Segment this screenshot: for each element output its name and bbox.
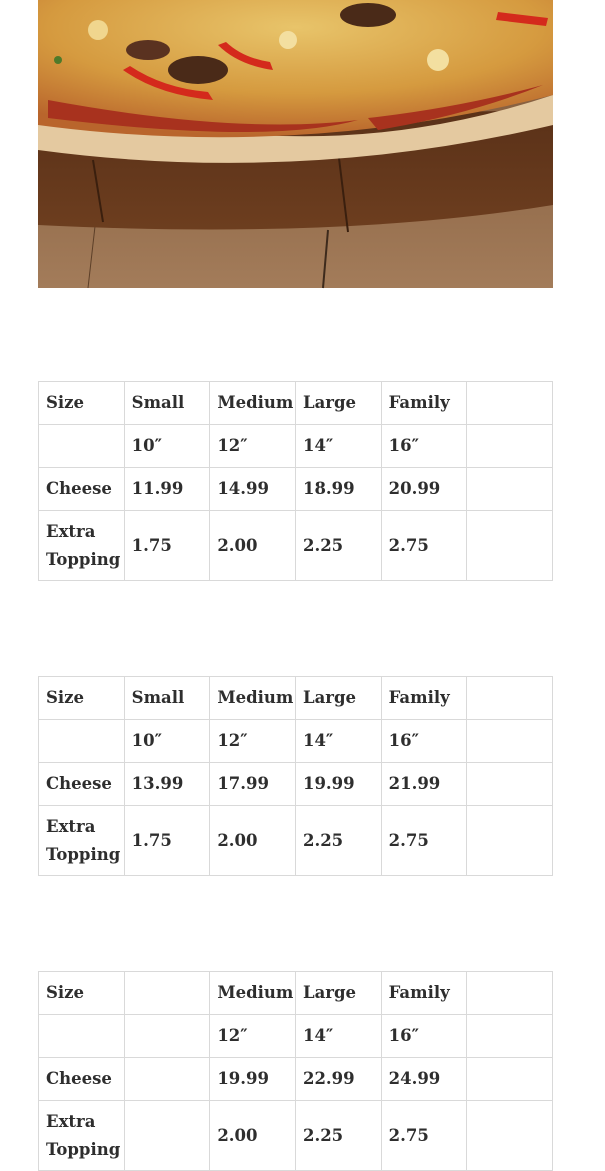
table-cell: 2.00 [210,806,296,876]
table-cell: 10″ [124,425,210,468]
table-cell [467,1015,553,1058]
table-cell: 13.99 [124,763,210,806]
table-cell: 14″ [295,425,381,468]
table-row [39,425,553,468]
table-cell: 12″ [210,425,296,468]
price-table-2 [38,676,553,876]
header-cell: Size [39,972,125,1015]
table-row [39,1015,553,1058]
header-cell: Size [39,677,125,720]
price-table-3 [38,971,553,1171]
header-cell: Family [381,382,467,425]
table-cell: 2.25 [295,511,381,581]
table-cell [124,1058,210,1101]
table-cell: 2.25 [295,1101,381,1171]
table-cell [467,1101,553,1171]
table-cell: Extra Topping [39,511,125,581]
table-cell: Extra Topping [39,1101,125,1171]
header-cell: Size [39,382,125,425]
table-cell: 21.99 [381,763,467,806]
table-cell: 12″ [210,720,296,763]
table-cell: 2.75 [381,1101,467,1171]
table-cell: 17.99 [210,763,296,806]
table-cell: Cheese [39,1058,125,1101]
table-cell: Cheese [39,468,125,511]
table-cell: 2.00 [210,511,296,581]
table-cell [467,763,553,806]
table-cell [124,1101,210,1171]
table-cell: 14.99 [210,468,296,511]
table-cell [39,425,125,468]
table-cell: 20.99 [381,468,467,511]
header-cell: Medium [210,972,296,1015]
table-row [39,511,553,581]
pizza-photo [38,0,553,288]
table-cell [467,806,553,876]
table-cell [39,1015,125,1058]
header-cell [124,972,210,1015]
header-cell [467,382,553,425]
header-cell: Medium [210,382,296,425]
table-cell: 2.75 [381,806,467,876]
table-header-row [39,677,553,720]
table-cell: Cheese [39,763,125,806]
table-cell: 22.99 [295,1058,381,1101]
header-cell: Small [124,382,210,425]
table-cell: 10″ [124,720,210,763]
table-cell: 16″ [381,1015,467,1058]
table-header-row [39,382,553,425]
table-row [39,763,553,806]
header-cell: Medium [210,677,296,720]
table-cell: 2.25 [295,806,381,876]
table-cell: 14″ [295,1015,381,1058]
header-cell: Large [295,382,381,425]
table-row [39,806,553,876]
header-cell: Large [295,677,381,720]
table-cell: 19.99 [210,1058,296,1101]
table-cell: 12″ [210,1015,296,1058]
table-cell: 2.00 [210,1101,296,1171]
header-cell: Family [381,677,467,720]
table-cell [39,720,125,763]
header-cell [467,972,553,1015]
table-row [39,1101,553,1171]
table-cell: 11.99 [124,468,210,511]
table-row [39,720,553,763]
table-cell: 2.75 [381,511,467,581]
table-cell: 16″ [381,720,467,763]
table-cell [467,468,553,511]
table-cell: 24.99 [381,1058,467,1101]
header-cell: Large [295,972,381,1015]
table-row [39,468,553,511]
header-cell: Family [381,972,467,1015]
header-cell: Small [124,677,210,720]
table-cell: 1.75 [124,511,210,581]
table-row [39,1058,553,1101]
header-cell [467,677,553,720]
table-cell [467,425,553,468]
table-cell [467,720,553,763]
table-cell: Extra Topping [39,806,125,876]
table-cell: 16″ [381,425,467,468]
table-cell [467,1058,553,1101]
table-cell: 14″ [295,720,381,763]
table-cell [467,511,553,581]
table-cell: 18.99 [295,468,381,511]
table-cell: 1.75 [124,806,210,876]
price-table-1 [38,381,553,581]
table-header-row [39,972,553,1015]
table-cell: 19.99 [295,763,381,806]
table-cell [124,1015,210,1058]
